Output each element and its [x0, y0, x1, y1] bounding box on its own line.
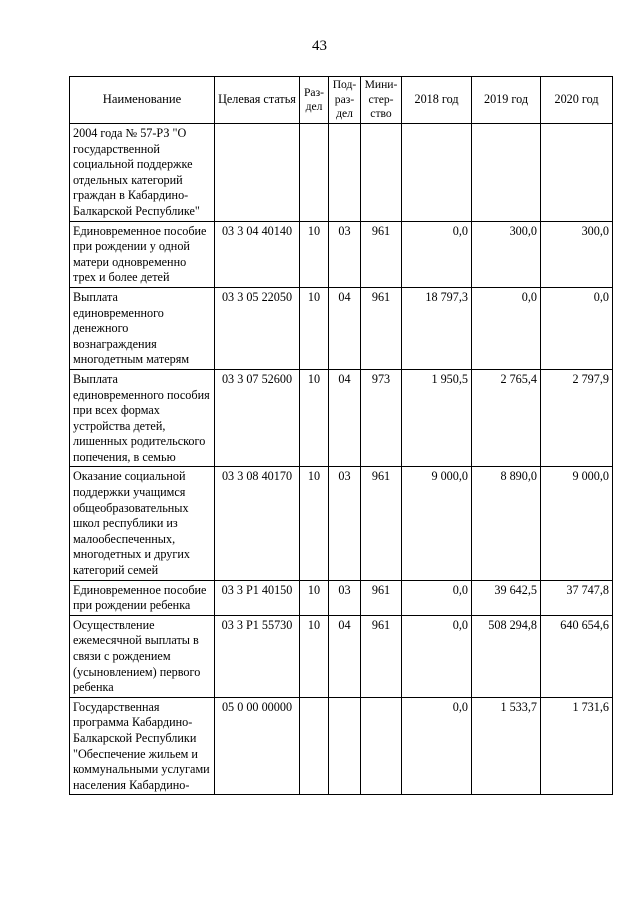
cell-section: 10 — [300, 221, 329, 287]
cell-2020: 0,0 — [541, 287, 613, 369]
cell-name: Государственная программа Кабардино-Балкарской Республики "Обеспечение жильем и коммунальными услугами населения Кабардино- — [70, 697, 215, 795]
cell-2020 — [541, 124, 613, 222]
cell-ministry: 961 — [361, 467, 402, 580]
cell-target-article: 03 3 P1 40150 — [215, 580, 300, 615]
cell-subsection: 03 — [329, 580, 361, 615]
cell-name: Выплата единовременного пособия при всех формах устройства детей, лишенных родительского попечения, в семью — [70, 369, 215, 467]
table-header-row — [70, 77, 613, 124]
table-row — [70, 615, 613, 697]
cell-ministry: 961 — [361, 287, 402, 369]
table-row — [70, 287, 613, 369]
cell-2018: 0,0 — [402, 221, 472, 287]
cell-subsection: 04 — [329, 287, 361, 369]
table-row — [70, 697, 613, 795]
cell-2018: 0,0 — [402, 580, 472, 615]
cell-name: Осуществление ежемесячной выплаты в связи с рождением (усыновлением) первого ребенка — [70, 615, 215, 697]
cell-name: 2004 года № 57-РЗ "О государственной социальной поддержке отдельных категорий граждан в Кабардино-Балкарской Республике" — [70, 124, 215, 222]
header-2018: 2018 год — [402, 77, 472, 124]
table-row — [70, 580, 613, 615]
cell-section: 10 — [300, 287, 329, 369]
cell-ministry: 973 — [361, 369, 402, 467]
page-number: 43 — [312, 38, 327, 54]
cell-2018: 0,0 — [402, 697, 472, 795]
cell-subsection: 04 — [329, 369, 361, 467]
cell-2020: 37 747,8 — [541, 580, 613, 615]
cell-target-article: 03 3 P1 55730 — [215, 615, 300, 697]
cell-2018: 18 797,3 — [402, 287, 472, 369]
cell-2020: 640 654,6 — [541, 615, 613, 697]
cell-2020: 300,0 — [541, 221, 613, 287]
cell-ministry: 961 — [361, 221, 402, 287]
cell-subsection: 03 — [329, 221, 361, 287]
table-row — [70, 221, 613, 287]
cell-section — [300, 124, 329, 222]
cell-subsection: 03 — [329, 467, 361, 580]
cell-2019: 39 642,5 — [472, 580, 541, 615]
table-body — [70, 124, 613, 795]
header-2019: 2019 год — [472, 77, 541, 124]
cell-ministry — [361, 124, 402, 222]
cell-ministry: 961 — [361, 580, 402, 615]
cell-2019: 508 294,8 — [472, 615, 541, 697]
header-target-article: Целевая статья — [215, 77, 300, 124]
budget-table — [69, 76, 613, 795]
table-row — [70, 467, 613, 580]
cell-target-article: 05 0 00 00000 — [215, 697, 300, 795]
cell-2020: 9 000,0 — [541, 467, 613, 580]
cell-section: 10 — [300, 580, 329, 615]
cell-2019: 0,0 — [472, 287, 541, 369]
cell-target-article: 03 3 04 40140 — [215, 221, 300, 287]
cell-target-article: 03 3 05 22050 — [215, 287, 300, 369]
cell-name: Единовременное пособие при рождении у одной матери одновременно трех и более детей — [70, 221, 215, 287]
table-row — [70, 369, 613, 467]
cell-2019: 1 533,7 — [472, 697, 541, 795]
cell-2019: 300,0 — [472, 221, 541, 287]
table-row — [70, 124, 613, 222]
header-subsection: Под-раз-дел — [329, 77, 361, 124]
cell-name: Выплата единовременного денежного вознаграждения многодетным матерям — [70, 287, 215, 369]
header-section: Раз-дел — [300, 77, 329, 124]
cell-2018: 1 950,5 — [402, 369, 472, 467]
cell-subsection — [329, 124, 361, 222]
header-ministry: Мини-стер-ство — [361, 77, 402, 124]
cell-2019: 2 765,4 — [472, 369, 541, 467]
cell-2018: 9 000,0 — [402, 467, 472, 580]
cell-name: Оказание социальной поддержки учащимся общеобразовательных школ республики из малообеспеченных, многодетных и других категорий семей — [70, 467, 215, 580]
cell-subsection — [329, 697, 361, 795]
cell-section — [300, 697, 329, 795]
cell-2018: 0,0 — [402, 615, 472, 697]
cell-ministry: 961 — [361, 615, 402, 697]
header-2020: 2020 год — [541, 77, 613, 124]
cell-target-article — [215, 124, 300, 222]
cell-target-article: 03 3 07 52600 — [215, 369, 300, 467]
cell-name: Единовременное пособие при рождении ребенка — [70, 580, 215, 615]
cell-section: 10 — [300, 467, 329, 580]
cell-2018 — [402, 124, 472, 222]
header-name: Наименование — [70, 77, 215, 124]
cell-2020: 2 797,9 — [541, 369, 613, 467]
cell-section: 10 — [300, 369, 329, 467]
cell-ministry — [361, 697, 402, 795]
cell-section: 10 — [300, 615, 329, 697]
cell-subsection: 04 — [329, 615, 361, 697]
cell-target-article: 03 3 08 40170 — [215, 467, 300, 580]
cell-2019 — [472, 124, 541, 222]
cell-2020: 1 731,6 — [541, 697, 613, 795]
cell-2019: 8 890,0 — [472, 467, 541, 580]
